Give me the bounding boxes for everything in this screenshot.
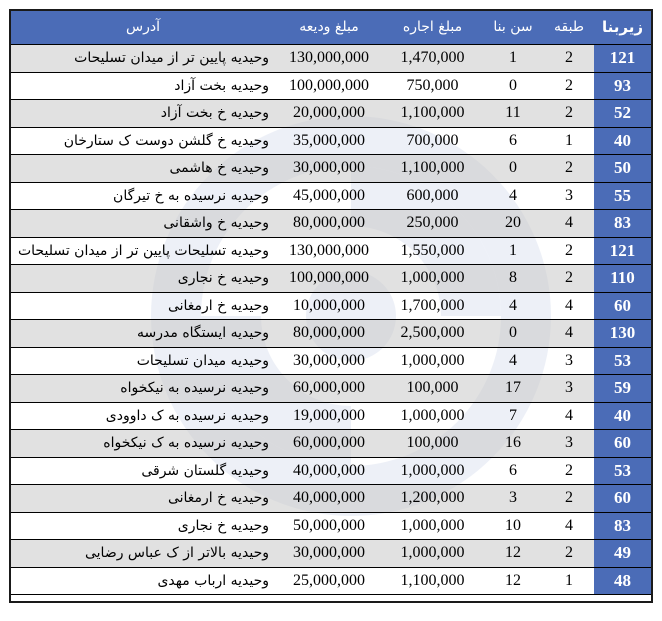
cell-rent: 600,000 [383, 182, 482, 210]
cell-rent: 700,000 [383, 127, 482, 155]
header-deposit: مبلغ ودیعه [275, 11, 383, 45]
cell-deposit: 100,000,000 [275, 72, 383, 100]
cell-rent: 1,000,000 [383, 540, 482, 568]
cell-floor: 4 [544, 292, 594, 320]
cell-floor: 3 [544, 347, 594, 375]
cell-floor: 2 [544, 72, 594, 100]
header-row [11, 11, 651, 45]
table-row [11, 210, 651, 238]
cell-area: 60 [594, 292, 651, 320]
cell-age: 7 [482, 402, 544, 430]
cell-area: 40 [594, 402, 651, 430]
cell-rent: 1,000,000 [383, 512, 482, 540]
cell-address: وحیدیه نرسیده به ک نیکخواه [11, 430, 275, 458]
table-row [11, 402, 651, 430]
cell-floor: 2 [544, 485, 594, 513]
cell-age: 8 [482, 265, 544, 293]
cell-address: وحیدیه خ واشقانی [11, 210, 275, 238]
cell-address: وحیدیه نرسیده به نیکخواه [11, 375, 275, 403]
table-row [11, 540, 651, 568]
cell-address: وحیدیه تسلیحات پایین تر از میدان تسلیحات [11, 237, 275, 265]
cell-age: 3 [482, 485, 544, 513]
cell-age: 0 [482, 320, 544, 348]
table-body [11, 45, 651, 595]
cell-area: 110 [594, 265, 651, 293]
cell-area: 48 [594, 567, 651, 595]
table-row [11, 512, 651, 540]
cell-rent: 750,000 [383, 72, 482, 100]
cell-floor: 4 [544, 320, 594, 348]
cell-address: وحیدیه گلستان شرقی [11, 457, 275, 485]
table-row [11, 45, 651, 73]
cell-rent: 1,000,000 [383, 402, 482, 430]
cell-floor: 2 [544, 265, 594, 293]
table-row [11, 347, 651, 375]
cell-age: 6 [482, 457, 544, 485]
cell-deposit: 60,000,000 [275, 430, 383, 458]
cell-age: 16 [482, 430, 544, 458]
cell-address: وحیدیه بخت آزاد [11, 72, 275, 100]
cell-deposit: 10,000,000 [275, 292, 383, 320]
cell-area: 83 [594, 512, 651, 540]
cell-rent: 100,000 [383, 375, 482, 403]
cell-area: 52 [594, 100, 651, 128]
table-row [11, 155, 651, 183]
cell-floor: 4 [544, 512, 594, 540]
cell-age: 0 [482, 72, 544, 100]
cell-rent: 1,100,000 [383, 567, 482, 595]
cell-rent: 1,100,000 [383, 100, 482, 128]
cell-area: 49 [594, 540, 651, 568]
cell-deposit: 60,000,000 [275, 375, 383, 403]
cell-age: 1 [482, 237, 544, 265]
cell-address: وحیدیه میدان تسلیحات [11, 347, 275, 375]
cell-age: 4 [482, 292, 544, 320]
cell-deposit: 25,000,000 [275, 567, 383, 595]
cell-age: 11 [482, 100, 544, 128]
cell-floor: 1 [544, 127, 594, 155]
table-row [11, 457, 651, 485]
cell-age: 10 [482, 512, 544, 540]
table-row [11, 182, 651, 210]
cell-area: 121 [594, 237, 651, 265]
table-row [11, 265, 651, 293]
cell-area: 93 [594, 72, 651, 100]
listing-table-frame [9, 9, 653, 603]
cell-floor: 3 [544, 430, 594, 458]
cell-deposit: 30,000,000 [275, 347, 383, 375]
cell-floor: 2 [544, 237, 594, 265]
cell-deposit: 100,000,000 [275, 265, 383, 293]
table-row [11, 567, 651, 595]
cell-deposit: 45,000,000 [275, 182, 383, 210]
cell-deposit: 130,000,000 [275, 45, 383, 73]
cell-address: وحیدیه خ ارمغانی [11, 292, 275, 320]
cell-rent: 1,100,000 [383, 155, 482, 183]
cell-age: 12 [482, 567, 544, 595]
cell-address: وحیدیه خ گلشن دوست ک ستارخان [11, 127, 275, 155]
header-rent: مبلغ اجاره [383, 11, 482, 45]
cell-area: 53 [594, 457, 651, 485]
cell-rent: 1,200,000 [383, 485, 482, 513]
cell-age: 4 [482, 182, 544, 210]
table-row [11, 127, 651, 155]
cell-deposit: 40,000,000 [275, 457, 383, 485]
cell-address: وحیدیه خ ارمغانی [11, 485, 275, 513]
cell-address: وحیدیه نرسیده به خ تیرگان [11, 182, 275, 210]
cell-address: وحیدیه نرسیده به ک داوودی [11, 402, 275, 430]
cell-address: وحیدیه خ نجاری [11, 265, 275, 293]
cell-rent: 1,470,000 [383, 45, 482, 73]
cell-floor: 2 [544, 457, 594, 485]
cell-deposit: 19,000,000 [275, 402, 383, 430]
cell-address: وحیدیه ارباب مهدی [11, 567, 275, 595]
cell-area: 83 [594, 210, 651, 238]
table-row [11, 292, 651, 320]
cell-area: 60 [594, 485, 651, 513]
header-floor: طبقه [544, 11, 594, 45]
cell-address: وحیدیه خ نجاری [11, 512, 275, 540]
cell-rent: 1,000,000 [383, 457, 482, 485]
cell-deposit: 80,000,000 [275, 210, 383, 238]
cell-age: 4 [482, 347, 544, 375]
cell-deposit: 20,000,000 [275, 100, 383, 128]
cell-deposit: 80,000,000 [275, 320, 383, 348]
table-row [11, 237, 651, 265]
cell-age: 0 [482, 155, 544, 183]
cell-address: وحیدیه پایین تر از میدان تسلیحات [11, 45, 275, 73]
cell-deposit: 35,000,000 [275, 127, 383, 155]
cell-rent: 250,000 [383, 210, 482, 238]
rent-listings-table [11, 11, 651, 595]
cell-deposit: 130,000,000 [275, 237, 383, 265]
cell-area: 130 [594, 320, 651, 348]
cell-rent: 1,700,000 [383, 292, 482, 320]
cell-age: 1 [482, 45, 544, 73]
cell-floor: 2 [544, 540, 594, 568]
cell-floor: 1 [544, 567, 594, 595]
cell-area: 60 [594, 430, 651, 458]
cell-address: وحیدیه خ بخت آزاد [11, 100, 275, 128]
header-area: زیربنا [594, 11, 651, 45]
cell-area: 53 [594, 347, 651, 375]
cell-floor: 2 [544, 100, 594, 128]
header-age: سن بنا [482, 11, 544, 45]
cell-area: 50 [594, 155, 651, 183]
cell-rent: 2,500,000 [383, 320, 482, 348]
cell-floor: 3 [544, 182, 594, 210]
cell-age: 17 [482, 375, 544, 403]
cell-deposit: 40,000,000 [275, 485, 383, 513]
cell-rent: 1,000,000 [383, 265, 482, 293]
cell-rent: 1,000,000 [383, 347, 482, 375]
cell-age: 20 [482, 210, 544, 238]
cell-deposit: 50,000,000 [275, 512, 383, 540]
cell-floor: 4 [544, 210, 594, 238]
cell-area: 40 [594, 127, 651, 155]
cell-address: وحیدیه خ هاشمی [11, 155, 275, 183]
cell-area: 59 [594, 375, 651, 403]
cell-address: وحیدیه ایستگاه مدرسه [11, 320, 275, 348]
cell-floor: 2 [544, 155, 594, 183]
cell-area: 55 [594, 182, 651, 210]
table-row [11, 100, 651, 128]
table-row [11, 375, 651, 403]
cell-area: 121 [594, 45, 651, 73]
table-row [11, 485, 651, 513]
cell-address: وحیدیه بالاتر از ک عباس رضایی [11, 540, 275, 568]
table-row [11, 320, 651, 348]
cell-floor: 3 [544, 375, 594, 403]
cell-floor: 4 [544, 402, 594, 430]
cell-floor: 2 [544, 45, 594, 73]
cell-age: 6 [482, 127, 544, 155]
table-row [11, 72, 651, 100]
cell-deposit: 30,000,000 [275, 540, 383, 568]
table-row [11, 430, 651, 458]
cell-deposit: 30,000,000 [275, 155, 383, 183]
header-address: آدرس [11, 11, 275, 45]
cell-rent: 1,550,000 [383, 237, 482, 265]
cell-rent: 100,000 [383, 430, 482, 458]
cell-age: 12 [482, 540, 544, 568]
